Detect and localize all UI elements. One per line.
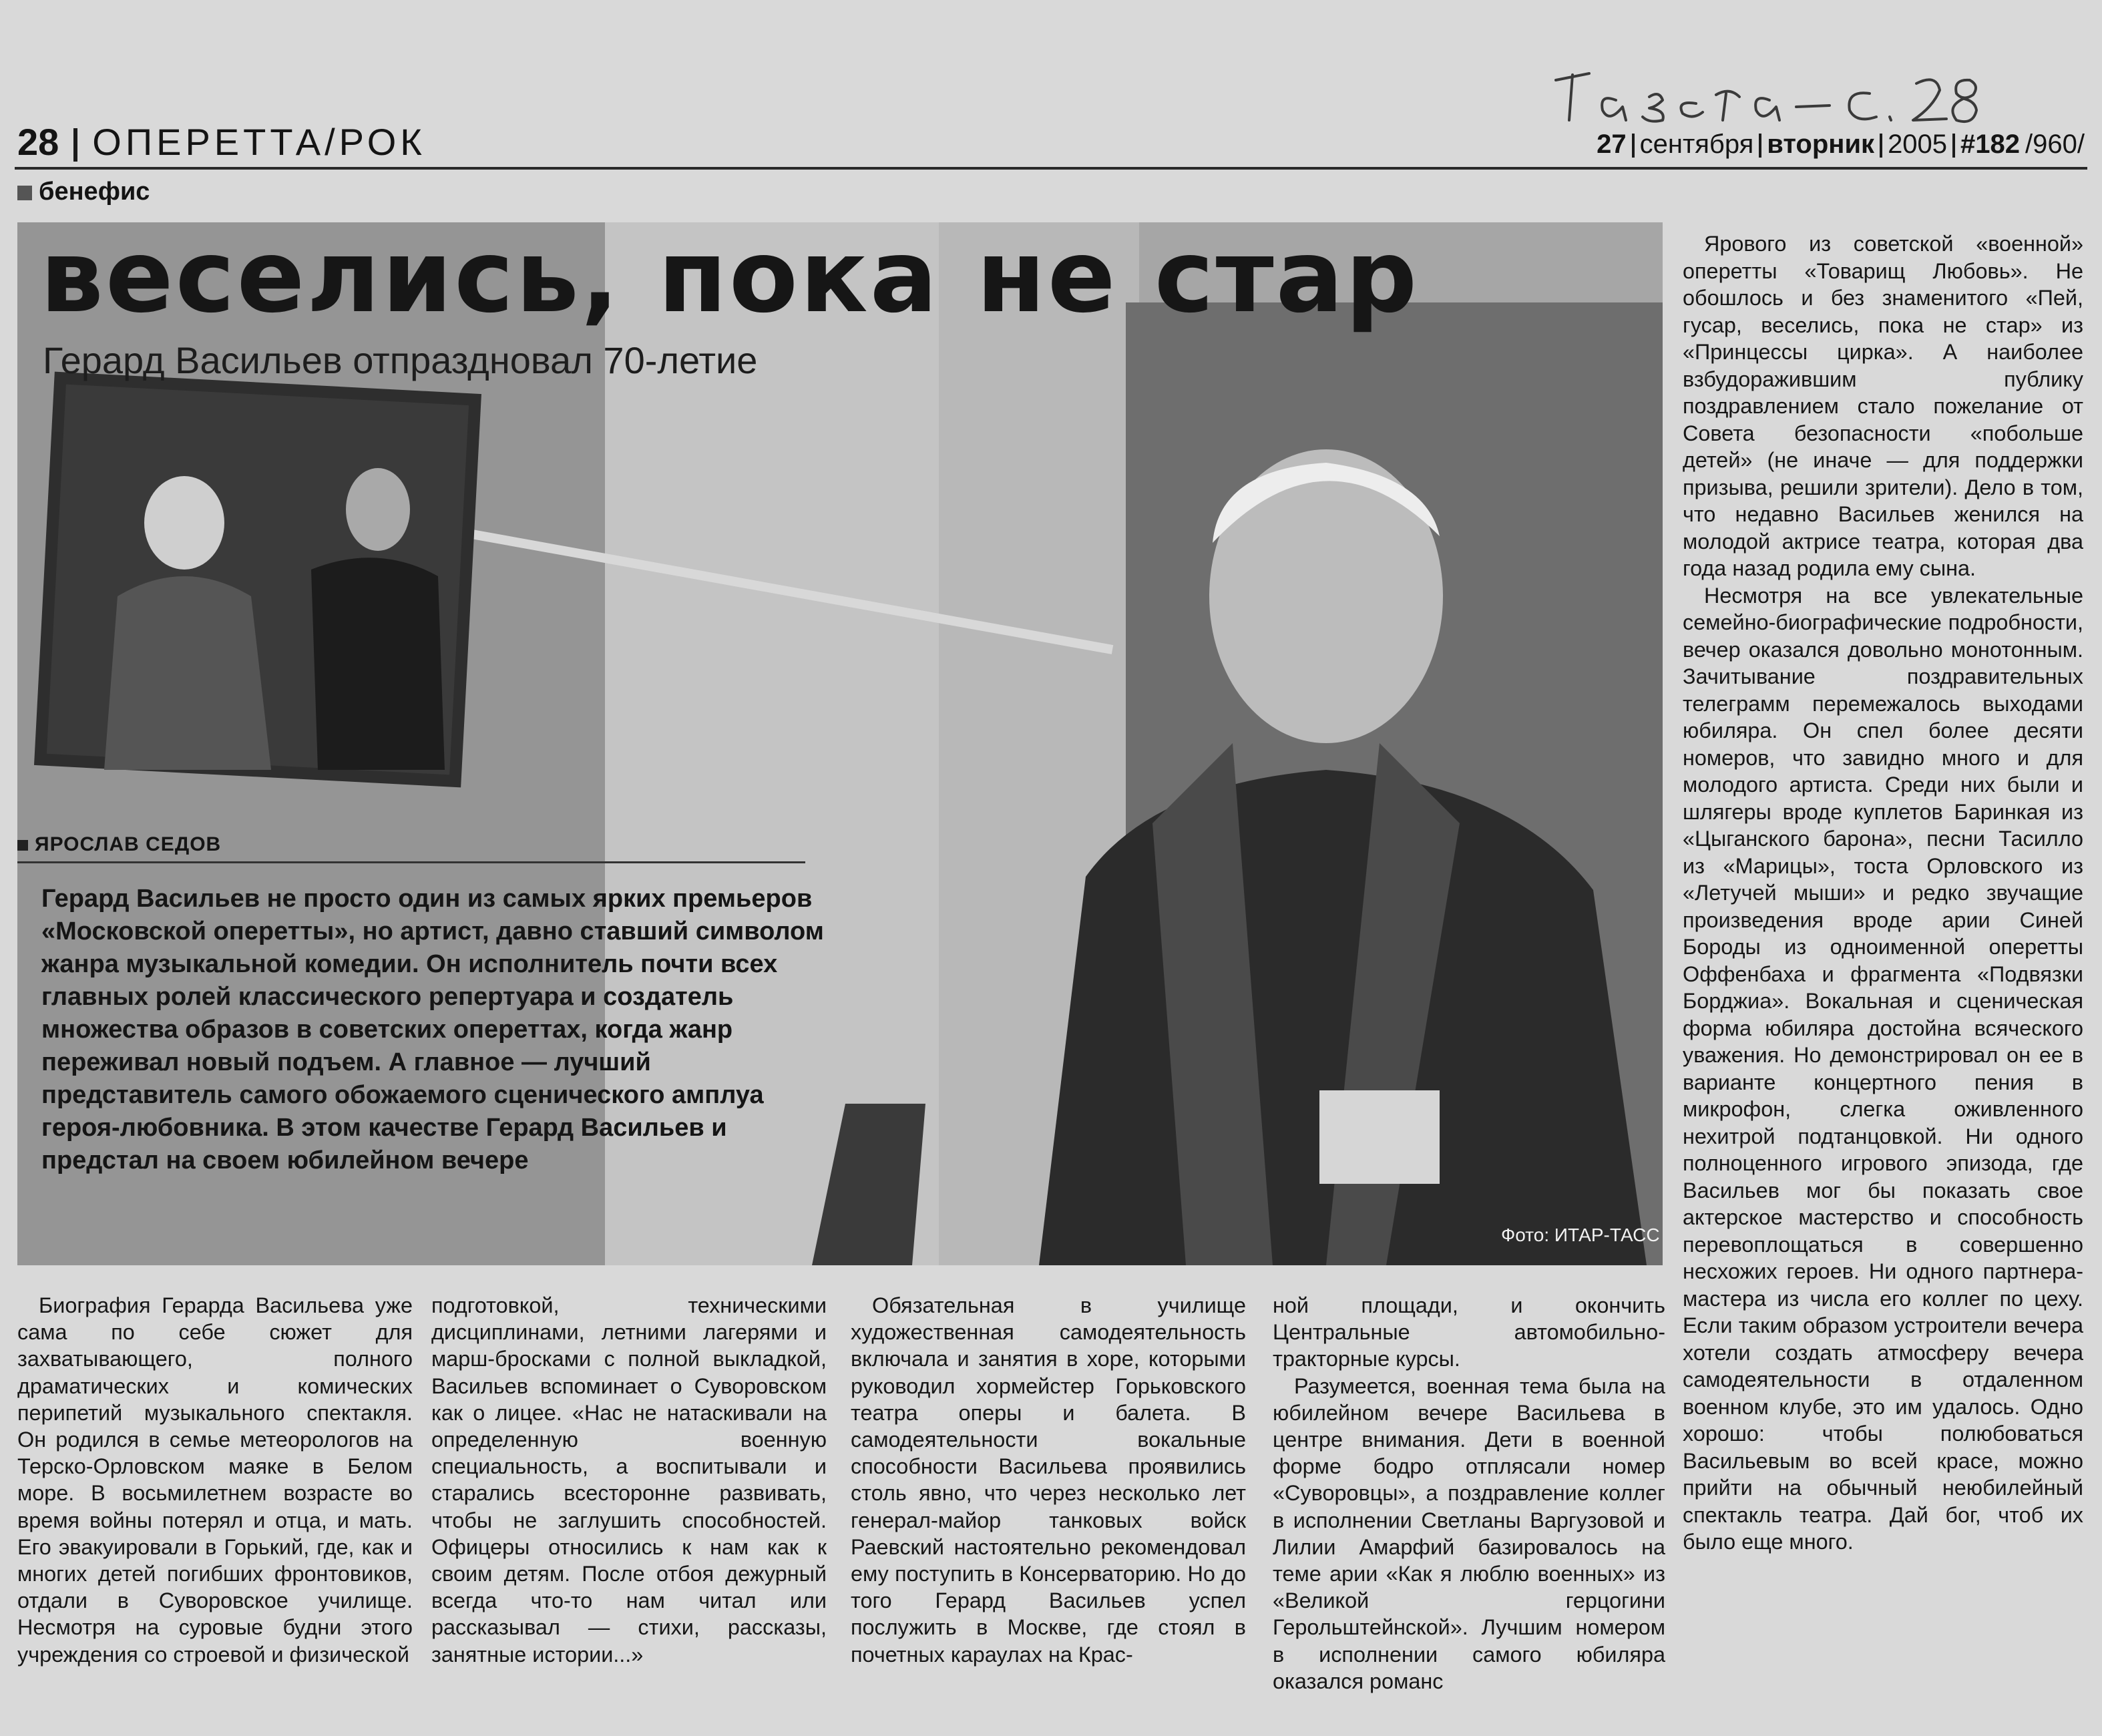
dateline-divider (1952, 134, 1955, 158)
dateline-divider (1632, 134, 1635, 158)
issue-number: #182 (1960, 130, 2021, 159)
dateline-divider (1759, 134, 1761, 158)
header-left (17, 119, 426, 166)
issue-dateline (1594, 124, 2087, 164)
date-year: 2005 (1888, 130, 1948, 159)
column-paragraph: ной площади, и окончить Центральные автомобильно-тракторные курсы. (1273, 1293, 1665, 1371)
right-paragraph: Несмотря на все увлекательные семейно-биографические подробности, вечер оказался довольно монотонным. Зачитывание поздравительных телеграмм перемежалось выходами юбиляра. Он спел более десяти номеров, что завидно много и для молодого артиста. Среди них были и шлягеры вроде куплетов Баринкая из «Цыганского барона», песни Тасилло из «Марицы», тоста Орловского из «Летучей мыши» и редко звучащие произведения вроде арии Синей Бороды из одноименной оперетты Оффенбаха и фрагмента «Подвязки Борджиа». Вокальная и сценическая форма юбиляра достойна всяческого уважения. Но демонстрировал он ее в варианте концертного пения в микрофон, слегка оживленного нехитрой подтанцовкой. Ни одного полноценного игрового эпизода, где Васильев мог бы показать свое актерское мастерство и способность перевоплощаться в совершенно несхожих героев. Ни одного партнера-мастера из числа его коллег по цеху. Если таким образом устроители вечера хотели создать атмосферу вечера самодеятельности в отдаленном военном клубе, это им удалось. Одно хорошо: чтобы полюбоваться Васильевым во всей красе, можно прийти на обычный неюбилейный спектакль театра. Дай бог, чтоб их было еще много. (1683, 583, 2083, 1554)
kicker-label: бенефис (39, 178, 150, 206)
page-header (17, 119, 2087, 166)
date-month: сентября (1639, 130, 1754, 159)
right-paragraph: Ярового из советской «военной» оперетты «Товарищ Любовь». Не обошлось и без знаменитого «Пей, гусар, веселись, пока не стар» из «Принцессы цирка». А наиболее взбудоражившим публику поздравлением стало пожелание от Совета безопасности «побольше детей» (не иначе — для поддержки призыва, решили зрители). Дело в том, что недавно Васильев женился на молодой актрисе театра, которая два года назад родила ему сына. (1683, 232, 2083, 580)
byline (17, 831, 221, 858)
date-day: 27 (1597, 130, 1627, 159)
text-column-1 (17, 1292, 413, 1668)
column-paragraph: Обязательная в училище художественная самодеятельность включала и занятия в хоре, которыми руководил хормейстер Горьковского театра оперы и балета. В самодеятельности вокальные способности Васильева проявились столь явно, что через несколько лет генерал-майор танковых войск Раевский настоятельно рекомендовал ему поступить в Консерваторию. Но до того Герард Васильев успел послужить в Москве, где стоял в почетных караулах на Крас- (851, 1293, 1246, 1667)
byline-rule (17, 861, 805, 863)
column-paragraph: подготовкой, техническими дисциплинами, летними лагерями и марш-бросками с полной выкладкой, Васильев вспоминает о Суворовском как о лицее. «Нас не натаскивали на определенную военную специальность, а воспитывали и старались всесторонне развивать, чтобы не заглушить способностей. Офицеры относились к нам как к своим детям. После отбоя дежурный всегда что-то нам читал или рассказывал — стихи, рассказы, занятные истории...» (431, 1293, 827, 1667)
column-paragraph: Биография Герарда Васильева уже сама по себе сюжет для захватывающего, полного драматических и комических перипетий музыкального спектакля. Он родился в семье метеорологов на Терско-Орловском маяке в Белом море. В восьмилетнем возрасте во время войны потерял и отца, и мать. Его эвакуировали в Горький, где, как и многих детей погибших фронтовиков, отдали в Суворовское училище. Несмотря на суровые будни этого учреждения со строевой и физической (17, 1293, 413, 1667)
subheadline: Герард Васильев отпраздновал 70-летие (43, 339, 758, 381)
right-column (1683, 230, 2083, 1556)
page-number: 28 (17, 121, 59, 163)
byline-marker (17, 840, 28, 851)
author-name: ЯРОСЛАВ СЕДОВ (35, 833, 222, 855)
dateline-divider (1880, 134, 1882, 158)
kicker (17, 175, 150, 208)
photo-credit: Фото: ИТАР-ТАСС (1501, 1225, 1660, 1245)
text-column-2 (431, 1292, 827, 1668)
text-column-3 (851, 1292, 1246, 1668)
column-paragraph: Разумеется, военная тема была на юбилейном вечере Васильева в центре внимания. Дети в военной форме бодро отплясали номер «Суворовцы», а поздравление коллег в исполнении Светланы Варгузовой и Лилии Амарфий базировалось на теме арии «Как я люблю военных» из «Великой герцогини Герольштейнской». Лучшим номером в исполнении самого юбиляра оказался романс (1273, 1373, 1665, 1693)
lead-paragraph: Герард Васильев не просто один из самых ярких премьеров «Московской оперетты», но артист, давно ставший символом жанра музыкальной комедии. Он исполнитель почти всех главных ролей классического репертуара и создатель множества образов в советских опереттах, когда жанр переживал новый подъем. А главное — лучший представитель самого обожаемого сценического амплуа героя-любовника. В этом качестве Герард Васильев и предстал на своем юбилейном вечере (41, 885, 824, 1174)
issue-total: /960/ (2025, 130, 2085, 159)
rubric: ОПЕРЕТТА/РОК (92, 121, 426, 163)
header-rule (15, 167, 2087, 170)
kicker-marker (17, 186, 32, 200)
text-column-4 (1273, 1292, 1665, 1695)
headline: веселись, пока не стар (40, 219, 1420, 335)
date-weekday: вторник (1767, 130, 1875, 159)
header-divider (73, 128, 77, 162)
